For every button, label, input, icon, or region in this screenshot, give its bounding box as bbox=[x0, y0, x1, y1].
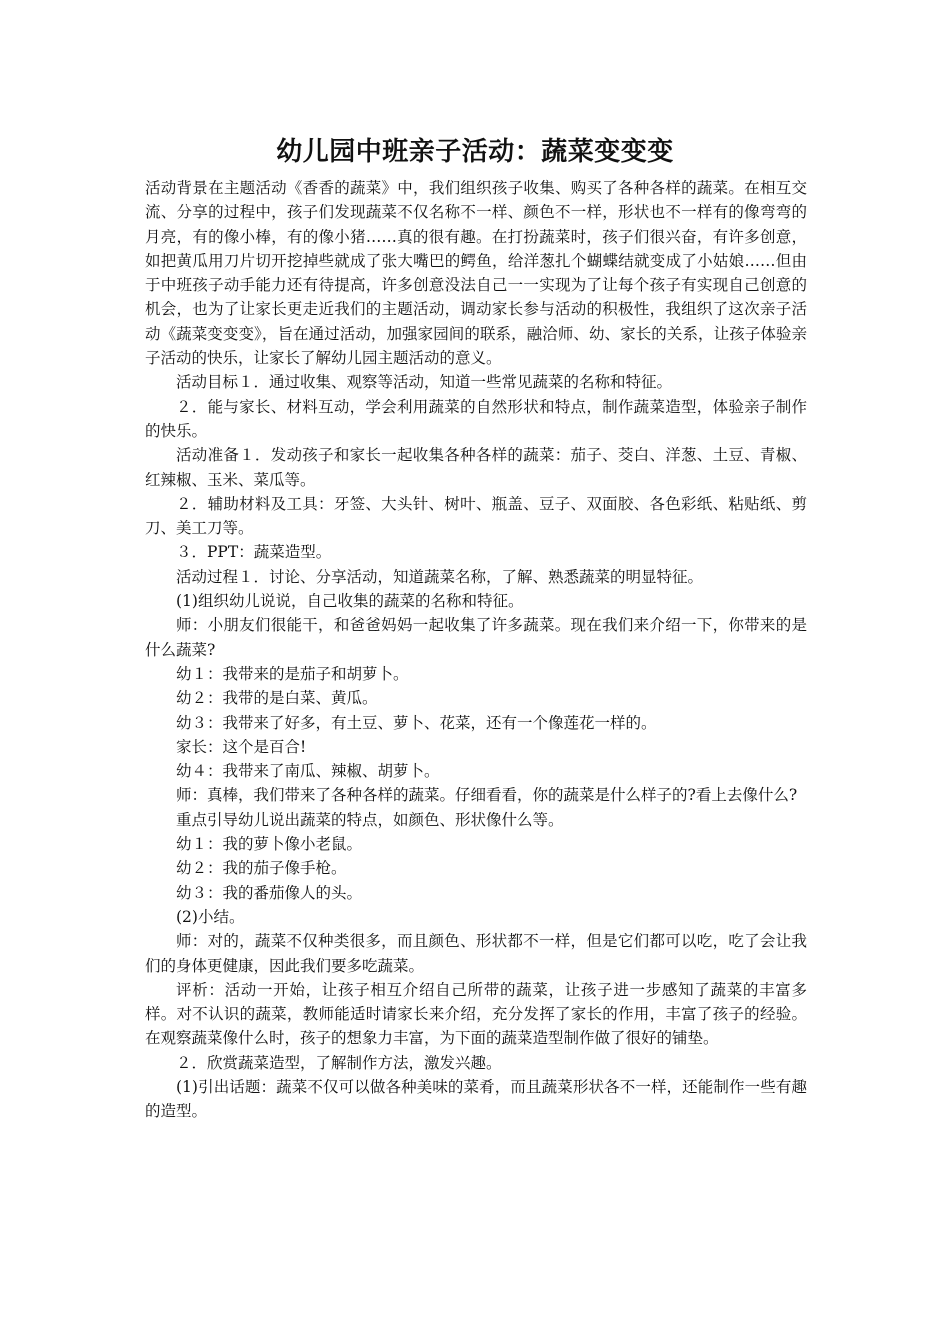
paragraph: (1)引出话题：蔬菜不仅可以做各种美味的菜肴，而且蔬菜形状各不一样，还能制作一些有趣的造型。 bbox=[145, 1077, 807, 1121]
paragraph: 幼３：我的番茄像人的头。 bbox=[176, 883, 363, 902]
paragraph: 幼２：我带的是白菜、黄瓜。 bbox=[176, 689, 378, 708]
paragraph: ２．能与家长、材料互动，学会利用蔬菜的自然形状和特点，制作蔬菜造型，体验亲子制作的快乐。 bbox=[145, 397, 807, 440]
paragraph: ２．欣赏蔬菜造型，了解制作方法，激发兴趣。 bbox=[176, 1053, 502, 1072]
paragraph: 幼２：我的茄子像手枪。 bbox=[176, 859, 347, 878]
paragraph: 师：真棒，我们带来了各种各样的蔬菜。仔细看看，你的蔬菜是什么样子的?看上去像什么? bbox=[176, 786, 798, 805]
paragraph: 活动目标１．通过收集、观察等活动，知道一些常见蔬菜的名称和特征。 bbox=[176, 373, 673, 392]
paragraph: 幼１：我带来的是茄子和胡萝卜。 bbox=[176, 664, 409, 683]
paragraph: 活动过程１．讨论、分享活动，知道蔬菜名称，了解、熟悉蔬菜的明显特征。 bbox=[176, 567, 704, 586]
paragraph: 幼３：我带来了好多，有土豆、萝卜、花菜，还有一个像莲花一样的。 bbox=[176, 713, 657, 732]
paragraph: 师：小朋友们很能干，和爸爸妈妈一起收集了许多蔬菜。现在我们来介绍一下，你带来的是什么蔬菜? bbox=[145, 616, 807, 659]
paragraph: 家长：这个是百合! bbox=[176, 737, 307, 756]
paragraph: (2)小结。 bbox=[176, 907, 245, 926]
paragraph: ２．辅助材料及工具：牙签、大头针、树叶、瓶盖、豆子、双面胶、各色彩纸、粘贴纸、剪刀、美工刀等。 bbox=[145, 494, 807, 538]
paragraph: ３．PPT：蔬菜造型。 bbox=[176, 543, 332, 562]
paragraph: 幼１：我的萝卜像小老鼠。 bbox=[176, 835, 363, 854]
paragraph: 活动背景在主题活动《香香的蔬菜》中，我们组织孩子收集、购买了各种各样的蔬菜。在相互交流、分享的过程中，孩子们发现蔬菜不仅名称不一样、颜色不一样，形状也不一样有的像弯弯的月亮，有的像小棒，有的像小猪……真的很有趣。在打扮蔬菜时，孩子们很兴奋，有许多创意，如把黄瓜用刀片切开挖掉些就成了张大嘴巴的鳄鱼，给洋葱扎个蝴蝶结就变成了小姑娘……但由于中班孩子动手能力还有待提高，许多创意没法自己一一实现为了让每个孩子有实现自己创意的机会，也为了让家长更走近我们的主题活动，调动家长参与活动的积极性，我组织了这次亲子活动《蔬菜变变变》，旨在通过活动，加强家园间的联系，融洽师、幼、家长的关系，让孩子体验亲子活动的快乐，让家长了解幼儿园主题活动的意义。 bbox=[145, 179, 807, 368]
paragraph: 活动准备１．发动孩子和家长一起收集各种各样的蔬菜：茄子、茭白、洋葱、土豆、青椒、红辣椒、玉米、菜瓜等。 bbox=[145, 446, 807, 489]
paragraph: (1)组织幼儿说说，自己收集的蔬菜的名称和特征。 bbox=[176, 592, 524, 611]
paragraph: 重点引导幼儿说出蔬菜的特点，如颜色、形状像什么等。 bbox=[176, 810, 564, 829]
paragraph: 师：对的，蔬菜不仅种类很多，而且颜色、形状都不一样，但是它们都可以吃，吃了会让我们的身体更健康，因此我们要多吃蔬菜。 bbox=[145, 932, 807, 975]
document-title: 幼儿园中班亲子活动：蔬菜变变变 bbox=[276, 137, 674, 167]
paragraph: 评析：活动一开始，让孩子相互介绍自己所带的蔬菜，让孩子进一步感知了蔬菜的丰富多样。对不认识的蔬菜，教师能适时请家长来介绍，充分发挥了家长的作用，丰富了孩子的经验。在观察蔬菜像什么时，孩子的想象力丰富，为下面的蔬菜造型制作做了很好的铺垫。 bbox=[145, 980, 807, 1048]
paragraph: 幼４：我带来了南瓜、辣椒、胡萝卜。 bbox=[176, 762, 440, 781]
document-body bbox=[145, 176, 807, 1124]
